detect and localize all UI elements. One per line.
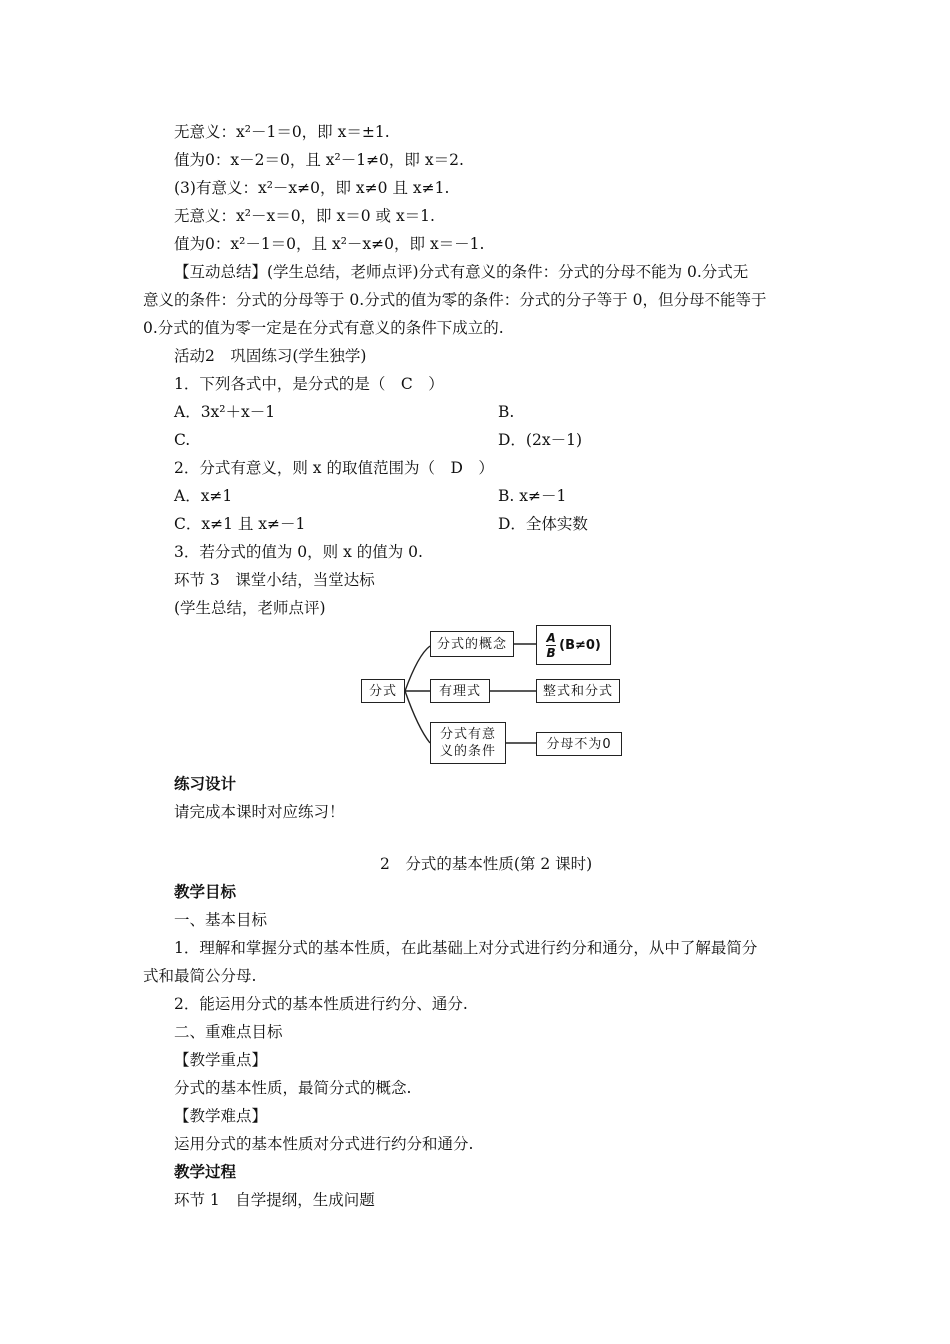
condition-line-1: 分式有意 <box>439 727 496 742</box>
difficulty-heading: 【教学难点】 <box>174 1107 268 1125</box>
node-condition-result: 分母不为0 <box>536 732 622 756</box>
text-line: 值为0：x²－1＝0，且 x²－x≠0，即 x＝－1. <box>174 235 485 253</box>
fraction-a-over-b <box>546 632 556 659</box>
text-line: 值为0：x－2＝0，且 x²－1≠0，即 x＝2. <box>174 151 464 169</box>
process-heading: 教学过程 <box>174 1162 237 1181</box>
summary-line: 【互动总结】(学生总结，老师点评)分式有意义的条件：分式的分母不能为 0.分式无 <box>174 263 749 281</box>
text-line: 无意义：x²－x＝0，即 x＝0 或 x＝1. <box>174 207 435 225</box>
question-2: 2．分式有意义，则 x 的取值范围为（ D ） <box>174 459 494 477</box>
q2-option-d: D．全体实数 <box>498 515 588 533</box>
node-rational-result: 整式和分式 <box>536 679 620 703</box>
summary-line: 0.分式的值为零一定是在分式有意义的条件下成立的. <box>143 319 504 337</box>
key-point-text: 分式的基本性质，最简分式的概念. <box>174 1079 412 1097</box>
key-point-heading: 【教学重点】 <box>174 1051 268 1069</box>
step-1-heading: 环节 1 自学提纲，生成问题 <box>174 1191 375 1209</box>
goals-heading: 教学目标 <box>174 882 237 901</box>
condition-line-2: 义的条件 <box>439 744 496 759</box>
text-line: (3)有意义：x²－x≠0，即 x≠0 且 x≠1. <box>174 179 450 197</box>
activity-heading: 活动2 巩固练习(学生独学) <box>174 347 367 365</box>
frac-denominator: B <box>546 645 556 660</box>
basic-goal-heading: 一、基本目标 <box>174 911 268 929</box>
node-rational: 有理式 <box>430 679 490 703</box>
node-fraction: 分式 <box>361 679 405 703</box>
node-concept-formula <box>536 625 611 665</box>
step-3-heading: 环节 3 课堂小结，当堂达标 <box>174 571 375 589</box>
difficulty-text: 运用分式的基本性质对分式进行约分和通分. <box>174 1135 474 1153</box>
question-1: 1．下列各式中，是分式的是（ C ） <box>174 375 444 393</box>
goal-1-line-2: 式和最简公分母. <box>143 967 257 985</box>
q1-option-a: A．3x²＋x－1 <box>174 403 276 421</box>
q1-option-d: D．(2x－1) <box>498 431 582 449</box>
summary-note: (学生总结，老师点评) <box>174 599 326 617</box>
goal-2: 2．能运用分式的基本性质进行约分、通分. <box>174 995 468 1013</box>
q1-option-b: B. <box>498 403 515 421</box>
question-3: 3．若分式的值为 0，则 x 的值为 0. <box>174 543 423 561</box>
practice-heading: 练习设计 <box>174 774 237 793</box>
node-concept: 分式的概念 <box>430 631 514 657</box>
node-condition <box>430 722 506 764</box>
q2-option-b: B. x≠－1 <box>498 487 567 505</box>
q2-option-a: A．x≠1 <box>174 487 233 505</box>
text-line: 无意义：x²－1＝0，即 x＝±1. <box>174 123 390 141</box>
frac-numerator: A <box>546 630 556 645</box>
section-title: 2 分式的基本性质(第 2 课时) <box>380 855 593 873</box>
concept-condition: (B≠0) <box>559 637 601 653</box>
key-goal-heading: 二、重难点目标 <box>174 1023 283 1041</box>
summary-line: 意义的条件：分式的分母等于 0.分式的值为零的条件：分式的分子等于 0，但分母不能等于 <box>143 291 767 309</box>
q2-option-c: C．x≠1 且 x≠－1 <box>174 515 306 533</box>
q1-option-c: C. <box>174 431 191 449</box>
practice-text: 请完成本课时对应练习！ <box>174 803 345 821</box>
goal-1-line-1: 1．理解和掌握分式的基本性质，在此基础上对分式进行约分和通分，从中了解最简分 <box>174 939 758 957</box>
